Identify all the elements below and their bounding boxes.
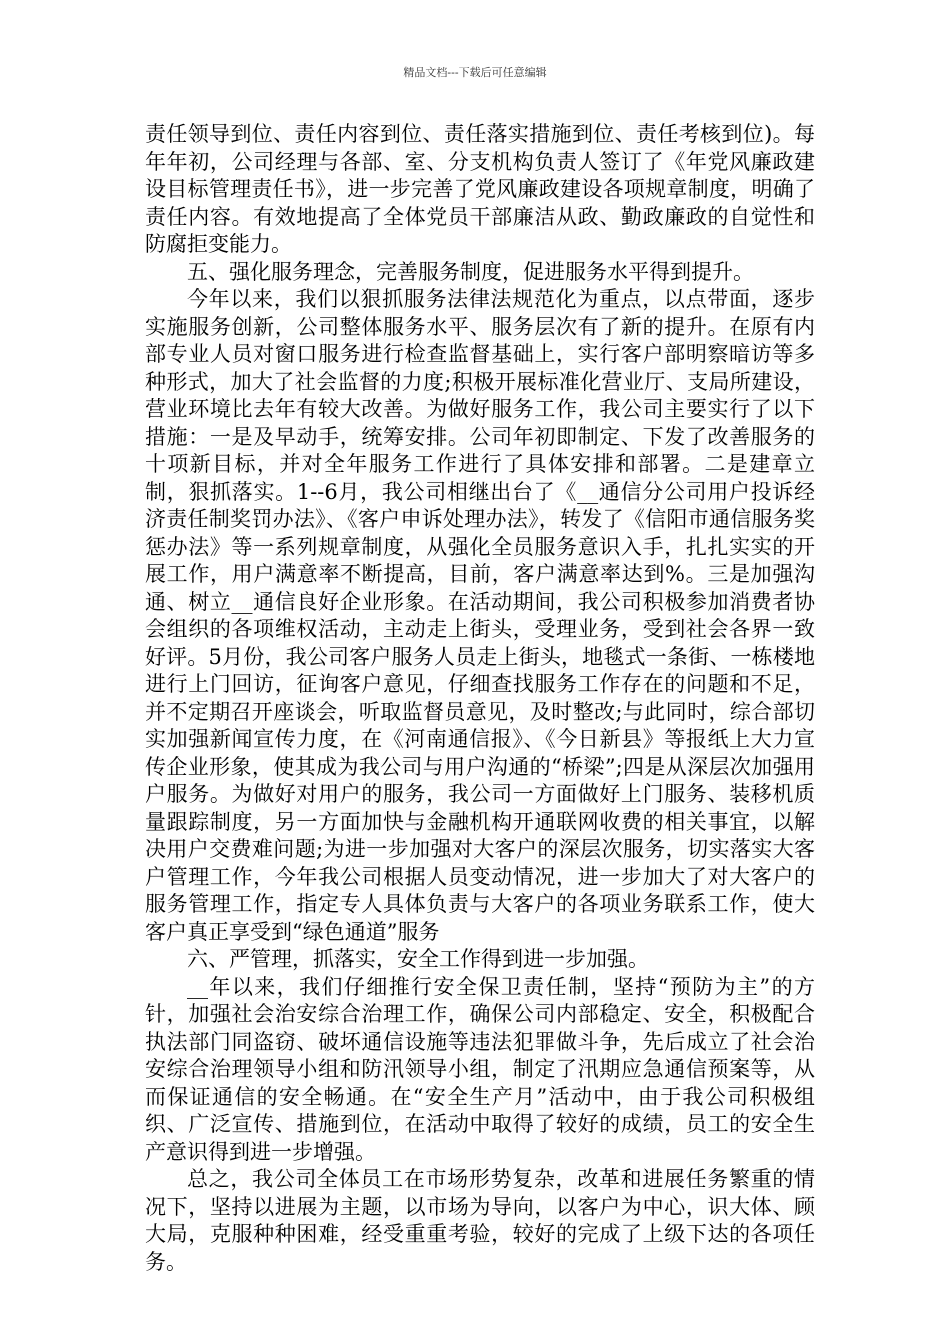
- paragraph-1: 责任领导到位、责任内容到位、责任落实措施到位、责任考核到位)。每年年初，公司经理与各部、室、分支机构负责人签订了《年党风廉政建设目标管理责任书》，进一步完善了党风廉政建设各项规章制度，明确了责任内容。有效地提高了全体党员干部廉洁从政、勤政廉政的自觉性和防腐拒变能力。: [145, 122, 815, 256]
- paragraph-5: __年以来，我们仔细推行安全保卫责任制，坚持“预防为主”的方针，加强社会治安综合治理工作，确保公司内部稳定、安全，积极配合执法部门同盗窃、破坏通信设施等违法犯罪做斗争，先后成立了社会治安综合治理领导小组和防汛领导小组，制定了汛期应急通信预案等，从而保证通信的安全畅通。在“安全生产月”活动中，由于我公司积极组织、广泛宣传、措施到位，在活动中取得了较好的成绩，员工的安全生产意识得到进一步增强。: [145, 974, 815, 1164]
- section-heading-6: 六、严管理，抓落实，安全工作得到进一步加强。: [187, 947, 649, 971]
- paragraph-3: 今年以来，我们以狠抓服务法律法规范化为重点，以点带面，逐步实施服务创新，公司整体服务水平、服务层次有了新的提升。在原有内部专业人员对窗口服务进行检查监督基础上，实行客户部明察暗访等多种形式，加大了社会监督的力度;积极开展标准化营业厅、支局所建设，营业环境比去年有较大改善。为做好服务工作，我公司主要实行了以下措施：一是及早动手，统筹安排。公司年初即制定、下发了改善服务的十项新目标，并对全年服务工作进行了具体安排和部署。二是建章立制，狠抓落实。1--6月，我公司相继出台了《__通信分公司用户投诉经济责任制奖罚办法》、《客户申诉处理办法》，转发了《信阳市通信服务奖惩办法》等一系列规章制度，从强化全员服务意识入手，扎扎实实的开展工作，用户满意率不断提高，目前，客户满意率达到%。三是加强沟通、树立__通信良好企业形象。在活动期间，我公司积极参加消费者协会组织的各项维权活动，主动走上街头，受理业务，受到社会各界一致好评。5月份，我公司客户服务人员走上街头，地毯式一条街、一栋楼地进行上门回访，征询客户意见，仔细查找服务工作存在的问题和不足，并不定期召开座谈会，听取监督员意见，及时整改;与此同时，综合部切实加强新闻宣传力度，在《河南通信报》、《今日新县》等报纸上大力宣传企业形象，使其成为我公司与用户沟通的“桥梁”;四是从深层次加强用户服务。为做好对用户的服务，我公司一方面做好上门服务、装移机质量跟踪制度，另一方面加快与金融机构开通联网收费的相关事宜，以解决用户交费难问题;为进一步加强对大客户的深层次服务，切实落实大客户管理工作，今年我公司根据人员变动情况，进一步加大了对大客户的服务管理工作，指定专人具体负责与大客户的各项业务联系工作，使大客户真正享受到“绿色通道”服务: [145, 287, 815, 944]
- paragraph-conclusion: 总之，我公司全体员工在市场形势复杂，改革和进展任务繁重的情况下，坚持以进展为主题，以市场为导向，以客户为中心，识大体、顾大局，克服种种困难，经受重重考验，较好的完成了上级下达的各项任务。: [145, 1167, 815, 1274]
- page-header: 精品文档---下载后可任意编辑: [403, 66, 547, 79]
- document-body: [145, 121, 815, 1276]
- section-heading-5: 五、强化服务理念，完善服务制度，促进服务水平得到提升。: [187, 259, 754, 284]
